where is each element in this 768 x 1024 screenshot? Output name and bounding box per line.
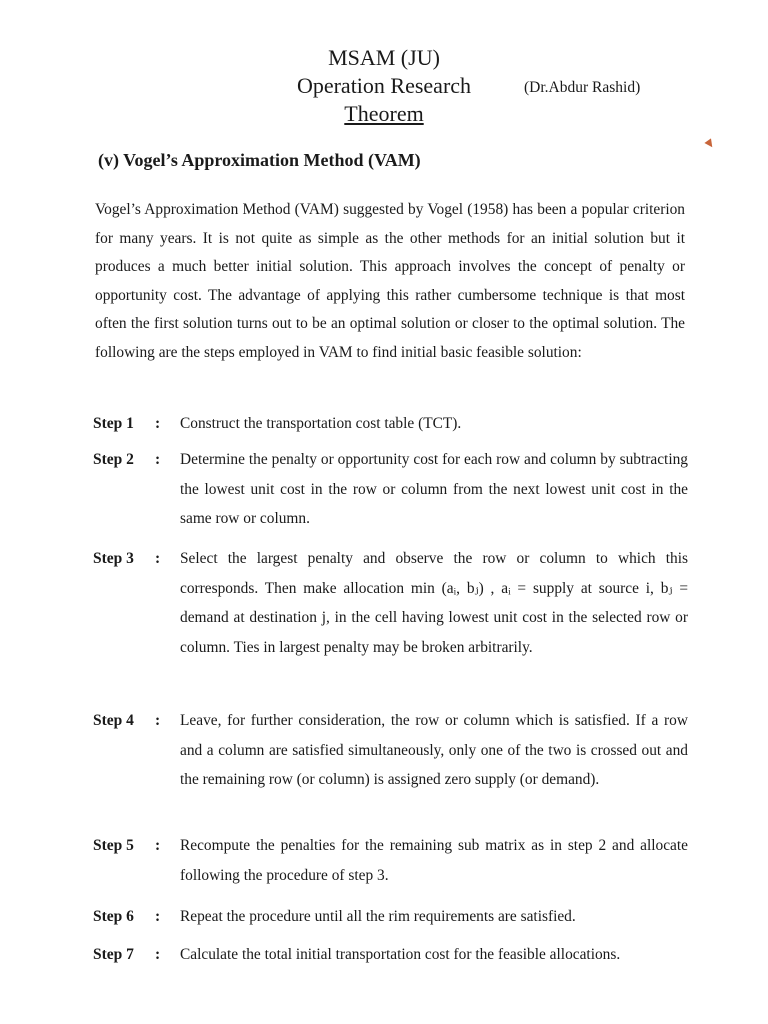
step-5-text: Recompute the penalties for the remaining sub matrix as in step 2 and allocate following the procedure of step 3. [180,837,688,884]
section-title: (v) Vogel’s Approximation Method (VAM) [98,150,421,170]
step-4-label: Step 4 : [93,712,161,729]
step-1-text: Construct the transportation cost table (TCT). [180,415,462,432]
step-6-text: Repeat the procedure until all the rim requirements are satisfied. [180,908,576,925]
step-3-text: Select the largest penalty and observe the row or column to which this corresponds. Then make allocation min (aᵢ, bⱼ) , aᵢ = supply at source i, bⱼ = demand at destination j, in the cell having lowest unit cost in the selected row or column. Ties in largest penalty may be broken arbitrarily. [180,550,688,656]
pen-mark-icon [704,138,715,149]
document-author: (Dr.Abdur Rashid) [524,79,641,96]
intro-paragraph: Vogel’s Approximation Method (VAM) suggested by Vogel (1958) has been a popular criterion for many years. It is not quite as simple as the other methods for an initial solution but it produces a much better initial solution. This approach involves the concept of penalty or opportunity cost. The advantage of applying this rather cumbersome technique is that most often the first solution turns out to be an optimal solution or closer to the optimal solution. The following are the steps employed in VAM to find initial basic feasible solution: [95,201,685,361]
step-4-text: Leave, for further consideration, the row or column which is satisfied. If a row and a column are satisfied simultaneously, only one of the two is crossed out and the remaining row (or column) is assigned zero supply (or demand). [180,712,688,788]
document-header-course: Operation Research [296,73,472,98]
document-header-topic: Theorem [344,101,424,126]
document-header-institution: MSAM (JU) [328,45,440,70]
step-3-label: Step 3 : [93,550,161,567]
step-2-label: Step 2 : [93,451,161,468]
step-5-label: Step 5 : [93,837,161,854]
step-6-label: Step 6 : [93,908,161,925]
step-7-text: Calculate the total initial transportation cost for the feasible allocations. [180,946,621,963]
step-7-label: Step 7 : [93,946,161,963]
step-2-text: Determine the penalty or opportunity cost for each row and column by subtracting the lowest unit cost in the row or column from the next lowest unit cost in the same row or column. [180,451,688,527]
step-1-label: Step 1 : [93,415,161,432]
